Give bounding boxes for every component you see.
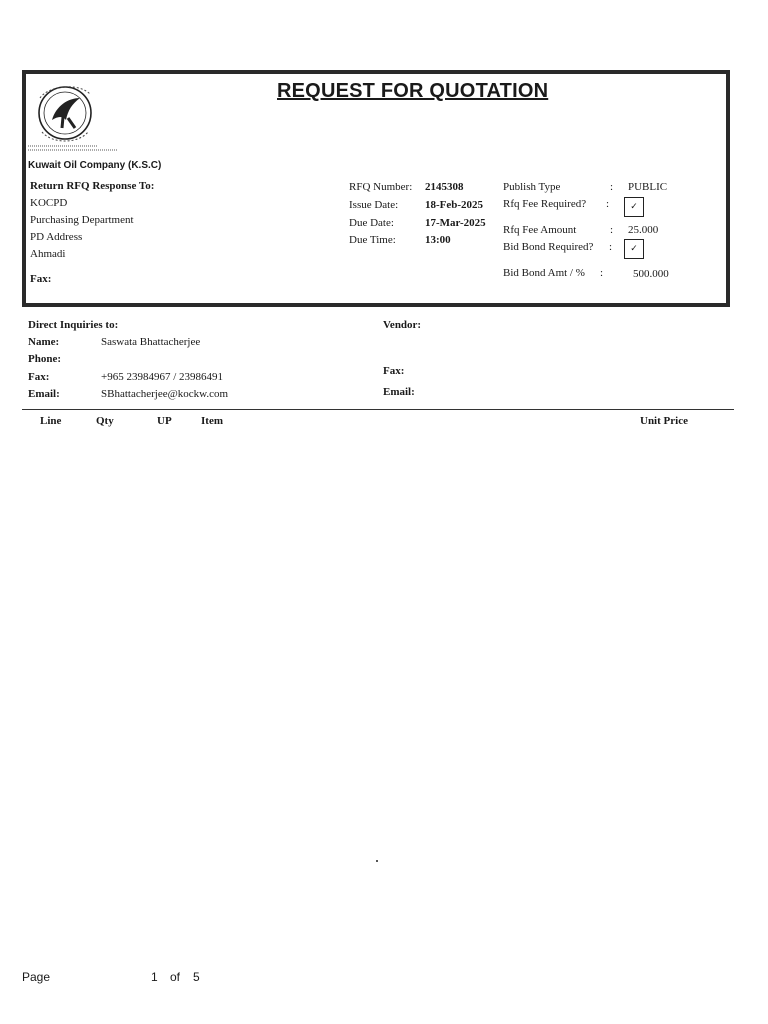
rfq-fee-required-label: Rfq Fee Required? bbox=[503, 198, 587, 210]
rfq-fee-amount-value: 25.000 bbox=[628, 224, 659, 236]
col-header-unit-price: Unit Price bbox=[640, 415, 688, 427]
return-to-label: Return RFQ Response To: bbox=[30, 180, 155, 192]
bid-bond-amount-value: 500.000 bbox=[633, 268, 669, 280]
publish-type-value: PUBLIC bbox=[628, 181, 668, 193]
rfq-fee-required-checkbox: ✓ bbox=[624, 197, 644, 217]
col-header-qty: Qty bbox=[96, 415, 114, 427]
col-header-item: Item bbox=[201, 415, 223, 427]
due-time-value: 13:00 bbox=[425, 234, 451, 246]
bid-bond-amount-label: Bid Bond Amt / % bbox=[503, 267, 585, 279]
due-time-label: Due Time: bbox=[349, 234, 396, 246]
contact-email: SBhattacherjee@kockw.com bbox=[101, 388, 229, 400]
return-to-line: KOCPD bbox=[30, 197, 68, 209]
due-date-value: 17-Mar-2025 bbox=[425, 217, 486, 229]
colon: : bbox=[610, 181, 614, 193]
return-to-line: Ahmadi bbox=[30, 248, 66, 260]
vendor-label: Vendor: bbox=[383, 319, 422, 331]
issue-date-value: 18-Feb-2025 bbox=[425, 199, 484, 211]
contact-name: Saswata Bhattacherjee bbox=[101, 336, 201, 348]
bid-bond-required-label: Bid Bond Required? bbox=[503, 241, 594, 253]
email-label: Email: bbox=[28, 388, 60, 400]
vendor-fax-label: Fax: bbox=[383, 365, 405, 377]
name-label: Name: bbox=[28, 336, 60, 348]
page-label: Page bbox=[22, 970, 51, 984]
company-name: Kuwait Oil Company (K.S.C) bbox=[28, 160, 162, 171]
col-header-up: UP bbox=[157, 415, 172, 427]
return-fax-label: Fax: bbox=[30, 273, 52, 285]
page-title: REQUEST FOR QUOTATION bbox=[277, 80, 549, 102]
due-date-label: Due Date: bbox=[349, 217, 394, 229]
rfq-fee-amount-label: Rfq Fee Amount bbox=[503, 224, 577, 236]
colon: : bbox=[606, 198, 610, 210]
bid-bond-required-checkbox: ✓ bbox=[624, 239, 644, 259]
fax-label: Fax: bbox=[28, 371, 50, 383]
rfq-number-label: RFQ Number: bbox=[349, 181, 413, 193]
direct-inquiries-label: Direct Inquiries to: bbox=[28, 319, 119, 331]
company-logo bbox=[28, 76, 102, 150]
issue-date-label: Issue Date: bbox=[349, 199, 399, 211]
return-to-line: PD Address bbox=[30, 231, 83, 243]
page-of: of bbox=[170, 970, 181, 984]
scan-speck bbox=[376, 860, 378, 862]
colon: : bbox=[610, 224, 614, 236]
page-total: 5 bbox=[193, 970, 200, 984]
page-number: 1 bbox=[151, 970, 158, 984]
vendor-email-label: Email: bbox=[383, 386, 415, 398]
col-header-line: Line bbox=[40, 415, 62, 427]
publish-type-label: Publish Type bbox=[503, 181, 561, 193]
colon: : bbox=[609, 241, 613, 253]
divider bbox=[22, 409, 734, 410]
rfq-number-value: 2145308 bbox=[425, 181, 464, 193]
phone-label: Phone: bbox=[28, 353, 61, 365]
contact-fax: +965 23984967 / 23986491 bbox=[101, 371, 224, 383]
colon: : bbox=[600, 267, 604, 279]
return-to-line: Purchasing Department bbox=[30, 214, 134, 226]
logo-subtext-decoration bbox=[28, 143, 118, 153]
